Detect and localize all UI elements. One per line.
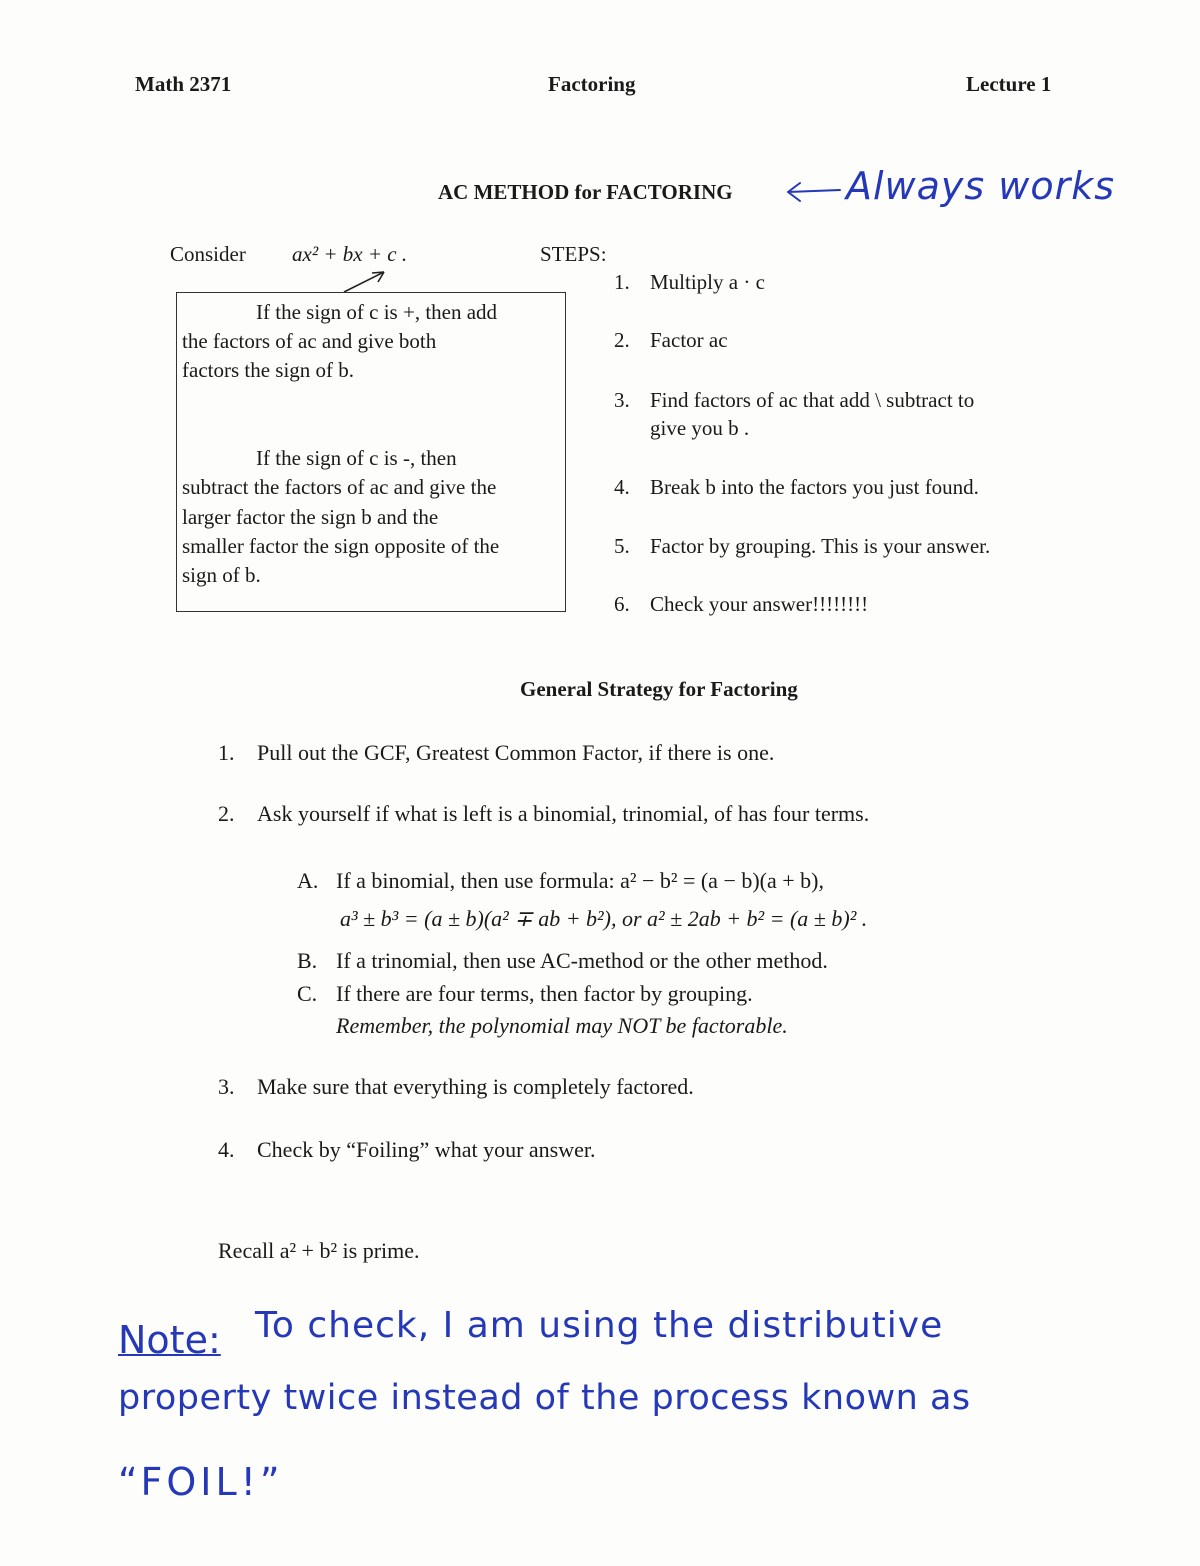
quadratic-expression: ax² + bx + c . — [292, 242, 408, 266]
strategy-item-number: 1. — [218, 740, 235, 765]
strategy-item-number: 3. — [218, 1074, 235, 1099]
minus-rule-line: larger factor the sign b and the — [182, 505, 439, 529]
minus-rule-line: smaller factor the sign opposite of the — [182, 534, 500, 558]
sub-item-label: B. — [297, 948, 318, 973]
strategy-item-classify: Ask yourself if what is left is a binomial, trinomial, of has four terms. — [257, 801, 870, 826]
step-text: Factor ac — [650, 328, 728, 352]
consider-label: Consider — [170, 242, 246, 266]
step-text: Multiply a · c — [650, 270, 765, 294]
minus-rule-line: sign of b. — [182, 563, 261, 587]
step-number: 5. — [614, 534, 630, 558]
cube-and-square-formulas: a³ ± b³ = (a ± b)(a² ∓ ab + b²), or a² ± 2ab + b² = (a ± b)² . — [340, 906, 868, 931]
step-number: 4. — [614, 475, 630, 499]
strategy-item-number: 2. — [218, 801, 235, 826]
handwritten-always-works: Always works — [846, 164, 1116, 208]
step-text: Factor by grouping. This is your answer. — [650, 534, 991, 558]
step-text: Check your answer!!!!!!!! — [650, 592, 869, 616]
step-text: give you b . — [650, 416, 750, 440]
steps-label: STEPS: — [540, 242, 607, 266]
four-terms-rule: If there are four terms, then factor by grouping. — [336, 981, 753, 1006]
strategy-item-number: 4. — [218, 1137, 235, 1162]
strategy-item-gcf: Pull out the GCF, Greatest Common Factor, if there is one. — [257, 740, 775, 765]
step-text: Find factors of ac that add \ subtract to — [650, 388, 975, 412]
plus-rule-line: the factors of ac and give both — [182, 329, 437, 353]
course-name: Math 2371 — [135, 72, 232, 96]
plus-rule-line: factors the sign of b. — [182, 358, 355, 382]
handwritten-note-line: To check, I am using the distributive — [255, 1305, 944, 1346]
strategy-item-complete: Make sure that everything is completely factored. — [257, 1074, 694, 1099]
lecture-number: Lecture 1 — [966, 72, 1052, 96]
ac-method-title: AC METHOD for FACTORING — [438, 180, 733, 204]
handwritten-note-line: “FOIL!” — [118, 1460, 284, 1504]
handwritten-note-label: Note: — [118, 1318, 221, 1362]
factorable-reminder: Remember, the polynomial may NOT be factorable. — [336, 1013, 788, 1038]
step-number: 2. — [614, 328, 630, 352]
step-text: Break b into the factors you just found. — [650, 475, 979, 499]
step-number: 6. — [614, 592, 630, 616]
binomial-rule: If a binomial, then use formula: a² − b² = (a − b)(a + b), — [336, 868, 825, 893]
left-arrow-icon — [784, 178, 844, 206]
step-number: 3. — [614, 388, 630, 412]
sub-item-label: C. — [297, 981, 318, 1006]
strategy-item-check: Check by “Foiling” what your answer. — [257, 1137, 596, 1162]
page-title: Factoring — [548, 72, 636, 96]
minus-rule-line: If the sign of c is -, then — [256, 446, 457, 470]
recall-note: Recall a² + b² is prime. — [218, 1238, 420, 1263]
minus-rule-line: subtract the factors of ac and give the — [182, 475, 497, 499]
plus-rule-line: If the sign of c is +, then add — [256, 300, 498, 324]
sub-item-label: A. — [297, 868, 319, 893]
strategy-title: General Strategy for Factoring — [520, 677, 798, 701]
step-number: 1. — [614, 270, 630, 294]
handwritten-note-line: property twice instead of the process known as — [118, 1378, 971, 1418]
trinomial-rule: If a trinomial, then use AC-method or the other method. — [336, 948, 828, 973]
pointer-arrow-icon — [340, 268, 390, 294]
